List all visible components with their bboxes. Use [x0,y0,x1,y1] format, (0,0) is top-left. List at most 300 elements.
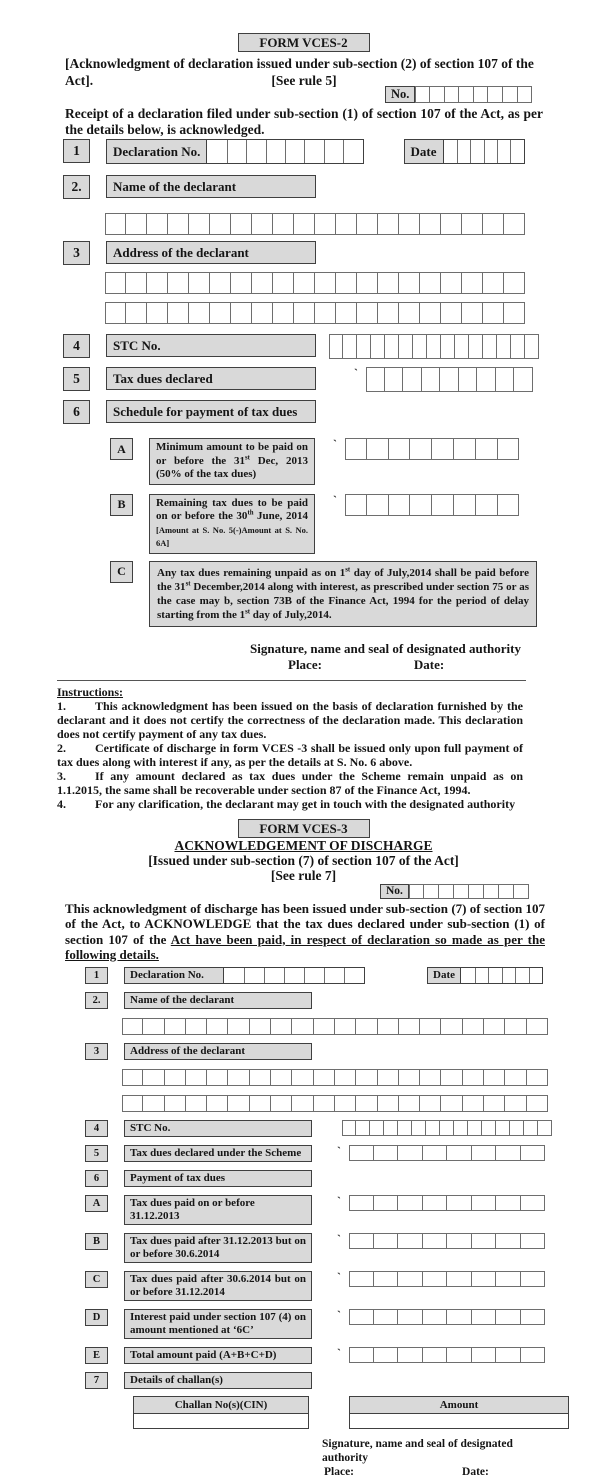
input-cell[interactable] [292,1018,313,1035]
input-cell[interactable] [271,1069,292,1086]
input-cell[interactable] [496,1145,521,1161]
input-cell[interactable] [462,302,483,324]
input-cell[interactable] [441,334,455,359]
input-cell[interactable] [432,494,454,516]
input-cell[interactable] [515,968,529,983]
input-cell[interactable] [444,140,457,163]
vces3-rowD-number: D [85,1309,108,1326]
input-cell[interactable] [521,1347,546,1363]
input-cell[interactable] [399,1069,420,1086]
input-cell[interactable] [498,494,520,516]
input-cell[interactable] [385,334,399,359]
input-cell[interactable] [324,968,344,983]
input-cell[interactable] [378,1095,399,1112]
vces3-row-challan [85,1372,607,1389]
input-cell[interactable] [496,1309,521,1325]
input-cell[interactable] [378,272,399,294]
input-cell[interactable] [399,213,420,235]
input-cell[interactable] [477,367,496,392]
input-cell[interactable] [409,884,424,899]
input-cell[interactable] [304,968,324,983]
input-cell[interactable] [441,1095,462,1112]
input-cell[interactable] [447,1145,472,1161]
input-cell[interactable] [454,1120,468,1136]
input-cell[interactable] [374,1233,399,1249]
input-cell[interactable] [420,272,441,294]
vces3-place-label: Place: [324,1465,355,1478]
input-cell[interactable] [423,1233,448,1249]
input-cell[interactable] [399,1018,420,1035]
input-cell[interactable] [335,1018,356,1035]
input-cell[interactable] [496,1347,521,1363]
input-cell[interactable] [454,438,476,460]
input-cell[interactable] [514,367,533,392]
input-cell[interactable] [314,1018,335,1035]
instruction-item: 4. For any clarification, the declarant may get in touch with the designated authority [57,796,516,811]
input-cell[interactable] [470,140,483,163]
input-cell[interactable] [527,1069,548,1086]
input-cell[interactable] [314,1095,335,1112]
input-cell[interactable] [143,1018,164,1035]
input-cell[interactable] [207,1069,228,1086]
input-cell[interactable] [422,367,441,392]
input-cell[interactable] [143,1095,164,1112]
vces3-date-label: Date [428,968,461,983]
vces2-address-cells-1 [105,272,607,294]
input-cell[interactable] [420,213,441,235]
input-cell[interactable] [496,367,515,392]
input-cell[interactable] [484,1095,505,1112]
input-cell[interactable] [483,302,504,324]
input-cell[interactable] [315,272,336,294]
input-cell[interactable] [378,1018,399,1035]
input-cell[interactable] [292,1095,313,1112]
input-cell[interactable] [398,1195,423,1211]
input-cell[interactable] [370,1120,384,1136]
input-cell[interactable] [147,302,168,324]
input-cell[interactable] [463,1095,484,1112]
input-cell[interactable] [294,302,315,324]
input-cell[interactable] [273,272,294,294]
input-cell[interactable] [374,1145,399,1161]
input-cell[interactable] [336,272,357,294]
input-cell[interactable] [447,1347,472,1363]
input-cell[interactable] [304,140,323,163]
vces2-declaration-cells [207,140,362,163]
input-cell[interactable] [357,302,378,324]
vces2-signature-block [250,641,540,673]
input-cell[interactable] [447,1195,472,1211]
input-cell[interactable] [472,1347,497,1363]
input-cell[interactable] [285,140,304,163]
input-cell[interactable] [231,213,252,235]
input-cell[interactable] [484,140,497,163]
input-cell[interactable] [413,334,427,359]
input-cell[interactable] [186,1069,207,1086]
challan-amount-cell[interactable] [350,1414,568,1428]
input-cell[interactable] [423,1271,448,1287]
input-cell[interactable] [505,1018,526,1035]
input-cell[interactable] [510,1120,524,1136]
input-cell[interactable] [439,884,454,899]
input-cell[interactable] [105,302,126,324]
input-cell[interactable] [424,884,439,899]
input-cell[interactable] [410,438,432,460]
input-cell[interactable] [378,213,399,235]
input-cell[interactable] [271,1018,292,1035]
input-cell[interactable] [483,334,497,359]
input-cell[interactable] [266,140,285,163]
vces2-rowC-text: Any tax dues remaining unpaid as on 1st day of July,2014 shall be paid before the 31st December,2014 along with interest, as prescribed under section 75 or as the case may b, section 73B of the Finance Act, 1994 for the period of delay starting from the 1st day of July,2014. [149,561,537,627]
input-cell[interactable] [252,213,273,235]
input-cell[interactable] [273,213,294,235]
input-cell[interactable] [147,272,168,294]
input-cell[interactable] [484,884,499,899]
challan-amount-header: Amount [350,1397,568,1414]
challan-cin-table [133,1396,309,1429]
input-cell[interactable] [210,302,231,324]
input-cell[interactable] [398,1145,423,1161]
input-cell[interactable] [483,213,504,235]
challan-cin-header: Challan No(s)(CIN) [134,1397,308,1414]
input-cell[interactable] [412,1120,426,1136]
input-cell[interactable] [378,1069,399,1086]
vces2-rowB-number: B [110,494,133,516]
input-cell[interactable] [315,302,336,324]
input-cell[interactable] [441,272,462,294]
input-cell[interactable] [504,272,525,294]
input-cell[interactable] [484,1069,505,1086]
input-cell[interactable] [521,1145,546,1161]
input-cell[interactable] [122,1069,143,1086]
input-cell[interactable] [472,1195,497,1211]
vces2-row4-number: 4 [63,334,90,358]
input-cell[interactable] [398,1233,423,1249]
input-cell[interactable] [511,334,525,359]
input-cell[interactable] [294,272,315,294]
input-cell[interactable] [447,1309,472,1325]
input-cell[interactable] [294,213,315,235]
input-cell[interactable] [264,968,284,983]
input-cell[interactable] [228,1095,249,1112]
input-cell[interactable] [399,272,420,294]
input-cell[interactable] [459,367,478,392]
input-cell[interactable] [472,1309,497,1325]
input-cell[interactable] [385,367,404,392]
vces2-subrow-a [110,438,607,485]
input-cell[interactable] [126,302,147,324]
input-cell[interactable] [336,213,357,235]
vces2-rowC-number: C [110,561,133,583]
input-cell[interactable] [207,140,226,163]
input-cell[interactable] [423,1347,448,1363]
input-cell[interactable] [496,1195,521,1211]
input-cell[interactable] [505,1095,526,1112]
input-cell[interactable] [399,302,420,324]
input-cell[interactable] [484,1018,505,1035]
input-cell[interactable] [356,1120,370,1136]
input-cell[interactable] [447,1233,472,1249]
input-cell[interactable] [441,213,462,235]
input-cell[interactable] [440,367,459,392]
input-cell[interactable] [529,968,543,983]
input-cell[interactable] [475,968,489,983]
input-cell[interactable] [389,438,411,460]
input-cell[interactable] [367,494,389,516]
vces3-rowD-cells [349,1309,545,1325]
input-cell[interactable] [367,438,389,460]
input-cell[interactable] [398,1271,423,1287]
vces3-rowB-number: B [85,1233,108,1250]
vces2-row6-number: 6 [63,400,90,424]
input-cell[interactable] [343,334,357,359]
vces2-name-cells [105,213,607,235]
input-cell[interactable] [469,334,483,359]
input-cell[interactable] [342,1120,356,1136]
input-cell[interactable] [315,213,336,235]
input-cell[interactable] [122,1018,143,1035]
input-cell[interactable] [510,140,523,163]
input-cell[interactable] [525,334,539,359]
input-cell[interactable] [273,302,294,324]
input-cell[interactable] [496,1120,510,1136]
input-cell[interactable] [398,1347,423,1363]
rupee-symbol: ` [337,1231,341,1246]
input-cell[interactable] [389,494,411,516]
input-cell[interactable] [374,1271,399,1287]
input-cell[interactable] [345,438,367,460]
input-cell[interactable] [126,213,147,235]
input-cell[interactable] [228,1069,249,1086]
input-cell[interactable] [524,1120,538,1136]
input-cell[interactable] [345,494,367,516]
input-cell[interactable] [482,1120,496,1136]
input-cell[interactable] [335,1095,356,1112]
input-cell[interactable] [441,1018,462,1035]
input-cell[interactable] [498,438,520,460]
input-cell[interactable] [207,1095,228,1112]
input-cell[interactable] [189,213,210,235]
input-cell[interactable] [441,302,462,324]
input-cell[interactable] [250,1069,271,1086]
input-cell[interactable] [403,367,422,392]
vces2-address-cells-2 [105,302,607,324]
challan-tables [133,1396,607,1429]
input-cell[interactable] [105,213,126,235]
input-cell[interactable] [461,968,475,983]
input-cell[interactable] [521,1233,546,1249]
input-cell[interactable] [462,272,483,294]
input-cell[interactable] [384,1120,398,1136]
vces3-address-label: Address of the declarant [124,1043,312,1060]
input-cell[interactable] [527,1095,548,1112]
input-cell[interactable] [224,968,244,983]
input-cell[interactable] [356,1018,377,1035]
input-cell[interactable] [398,1309,423,1325]
input-cell[interactable] [468,1120,482,1136]
input-cell[interactable] [398,1120,412,1136]
input-cell[interactable] [324,140,343,163]
input-cell[interactable] [143,1069,164,1086]
input-cell[interactable] [292,1069,313,1086]
input-cell[interactable] [186,1018,207,1035]
input-cell[interactable] [432,438,454,460]
vces2-rowB-cells [345,494,519,516]
input-cell[interactable] [210,213,231,235]
input-cell[interactable] [122,1095,143,1112]
input-cell[interactable] [454,494,476,516]
input-cell[interactable] [514,884,529,899]
input-cell[interactable] [472,1233,497,1249]
input-cell[interactable] [423,1309,448,1325]
vces2-date-group [404,139,525,164]
input-cell[interactable] [476,494,498,516]
vces3-address-cells-1 [122,1069,607,1086]
input-cell[interactable] [463,1069,484,1086]
input-cell[interactable] [476,438,498,460]
input-cell[interactable] [441,1069,462,1086]
vces2-address-label: Address of the declarant [106,241,316,264]
input-cell[interactable] [168,213,189,235]
input-cell[interactable] [366,367,385,392]
input-cell[interactable] [356,1069,377,1086]
input-cell[interactable] [227,140,246,163]
input-cell[interactable] [504,213,525,235]
input-cell[interactable] [521,1309,546,1325]
input-cell[interactable] [336,302,357,324]
input-cell[interactable] [496,1233,521,1249]
input-cell[interactable] [504,302,525,324]
challan-cin-cell[interactable] [134,1414,308,1428]
input-cell[interactable] [521,1271,546,1287]
input-cell[interactable] [168,272,189,294]
input-cell[interactable] [457,140,470,163]
vces2-schedule-label: Schedule for payment of tax dues [106,400,316,423]
input-cell[interactable] [454,884,469,899]
input-cell[interactable] [284,968,304,983]
input-cell[interactable] [497,140,510,163]
vces2-date-label: Date [405,140,444,163]
input-cell[interactable] [344,968,364,983]
input-cell[interactable] [427,334,441,359]
input-cell[interactable] [420,1095,441,1112]
input-cell[interactable] [246,140,265,163]
input-cell[interactable] [378,302,399,324]
input-cell[interactable] [410,494,432,516]
input-cell[interactable] [426,1120,440,1136]
input-cell[interactable] [165,1069,186,1086]
input-cell[interactable] [250,1018,271,1035]
input-cell[interactable] [250,1095,271,1112]
input-cell[interactable] [423,1145,448,1161]
input-cell[interactable] [505,1069,526,1086]
input-cell[interactable] [496,1271,521,1287]
input-cell[interactable] [207,1018,228,1035]
vces2-row5-number: 5 [63,367,90,391]
vces2-date-cells [444,140,524,163]
input-cell[interactable] [483,272,504,294]
instruction-item: 2. Certificate of discharge in form VCES -3 shall be issued only upon full payment of tax dues along with interest if any, as per the details at S. No. 6 above. [57,740,523,769]
input-cell[interactable] [147,213,168,235]
input-cell[interactable] [488,968,502,983]
input-cell[interactable] [244,968,264,983]
input-cell[interactable] [165,1095,186,1112]
input-cell[interactable] [420,1018,441,1035]
input-cell[interactable] [357,272,378,294]
input-cell[interactable] [399,1095,420,1112]
input-cell[interactable] [420,1069,441,1086]
input-cell[interactable] [168,302,189,324]
input-cell[interactable] [314,1069,335,1086]
input-cell[interactable] [371,334,385,359]
input-cell[interactable] [186,1095,207,1112]
input-cell[interactable] [228,1018,249,1035]
input-cell[interactable] [499,884,514,899]
vces3-row-e [85,1347,607,1364]
input-cell[interactable] [497,334,511,359]
input-cell[interactable] [126,272,147,294]
input-cell[interactable] [231,302,252,324]
vces2-place-label: Place: [288,656,322,672]
input-cell[interactable] [165,1018,186,1035]
input-cell[interactable] [374,1195,399,1211]
input-cell[interactable] [440,1120,454,1136]
input-cell[interactable] [105,272,126,294]
input-cell[interactable] [349,1145,374,1161]
input-cell[interactable] [447,1271,472,1287]
input-cell[interactable] [463,1018,484,1035]
input-cell[interactable] [231,272,252,294]
vces3-heading: ACKNOWLEDGEMENT OF DISCHARGE [174,837,433,853]
input-cell[interactable] [472,1145,497,1161]
input-cell[interactable] [349,1271,374,1287]
input-cell[interactable] [357,334,371,359]
input-cell[interactable] [349,1233,374,1249]
vces2-row3-number: 3 [63,241,90,265]
input-cell[interactable] [335,1069,356,1086]
input-cell[interactable] [423,1195,448,1211]
input-cell[interactable] [538,1120,552,1136]
input-cell[interactable] [349,1309,374,1325]
input-cell[interactable] [420,302,441,324]
input-cell[interactable] [252,272,273,294]
input-cell[interactable] [521,1195,546,1211]
input-cell[interactable] [356,1095,377,1112]
input-cell[interactable] [502,968,516,983]
input-cell[interactable] [252,302,273,324]
input-cell[interactable] [349,1195,374,1211]
input-cell[interactable] [189,272,210,294]
input-cell[interactable] [399,334,413,359]
input-cell[interactable] [455,334,469,359]
instruction-item: 1. This acknowledgment has been issued on the basis of declaration furnished by the declarant and it does not certify the correctness of the declaration made. This declaration does not certify payment of any tax dues. [57,698,523,741]
input-cell[interactable] [357,213,378,235]
input-cell[interactable] [210,272,231,294]
vces3-address-cells-2 [122,1095,607,1112]
input-cell[interactable] [329,334,343,359]
input-cell[interactable] [469,884,484,899]
input-cell[interactable] [349,1347,374,1363]
vces3-payment-label: Payment of tax dues [124,1170,312,1187]
input-cell[interactable] [271,1095,292,1112]
input-cell[interactable] [374,1309,399,1325]
input-cell[interactable] [343,140,362,163]
input-cell[interactable] [462,213,483,235]
input-cell[interactable] [189,302,210,324]
input-cell[interactable] [527,1018,548,1035]
input-cell[interactable] [374,1347,399,1363]
input-cell[interactable] [472,1271,497,1287]
